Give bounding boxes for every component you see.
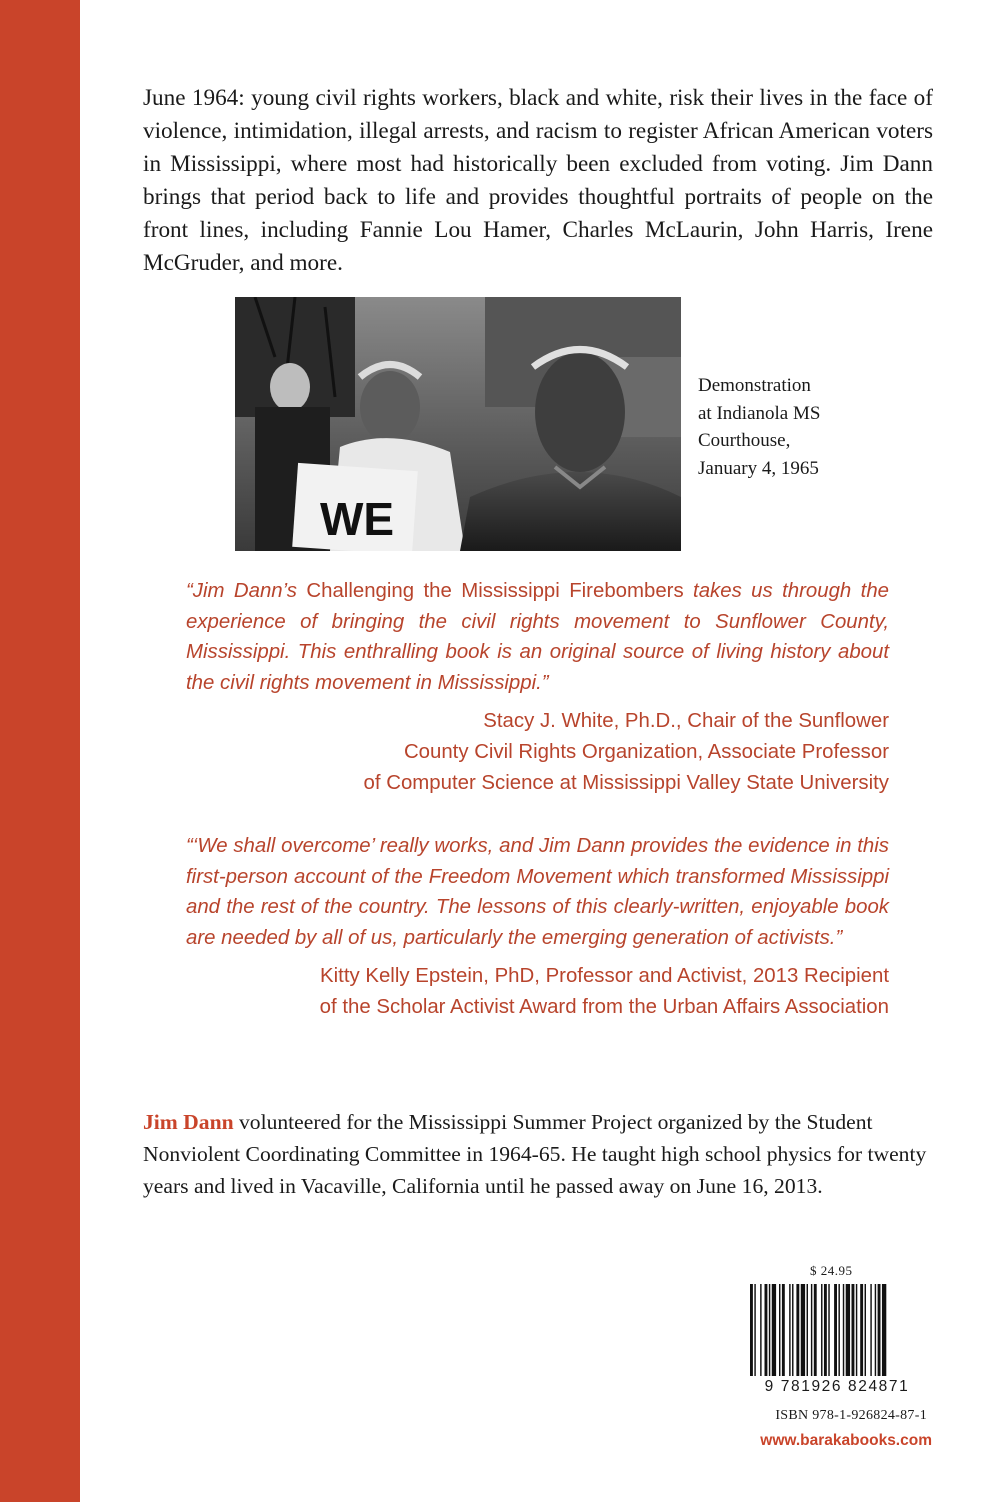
barcode-bar (789, 1284, 790, 1376)
barcode-digits: 9 781926 824871 (764, 1378, 910, 1395)
barcode-bar (838, 1284, 839, 1376)
barcode-bar (792, 1284, 793, 1376)
attribution-line: Kitty Kelly Epstein, PhD, Professor and Activist, 2013 Recipient (320, 965, 889, 987)
photo-caption (698, 372, 898, 482)
barcode-bar (882, 1284, 886, 1376)
barcode-bar (843, 1284, 844, 1376)
quote-attribution (186, 706, 889, 799)
caption-line: Demonstration (698, 375, 811, 396)
barcode-bar (870, 1284, 871, 1376)
quote-attribution (186, 961, 889, 1023)
barcode-bar (824, 1284, 827, 1376)
spine-color-band (0, 0, 80, 1502)
attribution-line: of the Scholar Activist Award from the Urban Affairs Association (319, 996, 889, 1018)
barcode-bar (796, 1284, 799, 1376)
attribution-line: of Computer Science at Mississippi Valley State University (363, 772, 889, 794)
author-name: Jim Dann (143, 1110, 234, 1134)
barcode-bar (828, 1284, 829, 1376)
barcode-bar (754, 1284, 755, 1376)
barcode-bar (769, 1284, 770, 1376)
attribution-line: Stacy J. White, Ph.D., Chair of the Sunflower (483, 710, 889, 732)
endorsement-quote-1 (186, 576, 889, 799)
demonstration-photo (235, 297, 681, 551)
attribution-line: County Civil Rights Organization, Associate Professor (403, 741, 889, 763)
barcode-bar (782, 1284, 785, 1376)
isbn-barcode (746, 1282, 928, 1400)
barcode-bar (834, 1284, 837, 1376)
bio-text: volunteered for the Mississippi Summer Project organized by the Student Nonviolent Coordinating Committee in 1964-65. He taught high school physics for twenty years and lived in Vacaville, California until he passed away on June 16, 2013. (143, 1110, 927, 1198)
caption-line: January 4, 1965 (698, 457, 819, 479)
caption-line: Courthouse, (698, 430, 791, 451)
quote-rest: takes us through the experience of bringing the civil rights movement to Sunflower County, Mississippi. This enthralling book is an original source of living history about the civil rights movement in Mississippi.” (186, 580, 890, 694)
barcode-bar (807, 1284, 808, 1376)
barcode-bar (856, 1284, 857, 1376)
sign-text: WE (320, 493, 395, 545)
barcode-bar (852, 1284, 855, 1376)
quote-open: “Jim Dann’s (186, 580, 307, 602)
publisher-website: www.barakabooks.com (760, 1432, 932, 1449)
endorsement-quote-2 (186, 831, 889, 1023)
isbn-text: ISBN 978-1-926824-87-1 (775, 1408, 927, 1423)
barcode-bar (765, 1284, 768, 1376)
barcode-bar (814, 1284, 817, 1376)
quote-text: “‘We shall overcome’ really works, and Jim Dann provides the evidence in this first-person account of the Freedom Movement which transformed Mississippi and the rest of the country. The lessons of this clearly-written, enjoyable book are needed by all of us, particularly the emerging generation of activists.” (186, 835, 889, 949)
barcode-bar (811, 1284, 812, 1376)
barcode-bar (750, 1284, 753, 1376)
barcode-bar (865, 1284, 866, 1376)
caption-line: at Indianola MS (698, 402, 821, 424)
barcode-bar (801, 1284, 805, 1376)
author-bio (143, 1106, 933, 1202)
barcode-bar (846, 1284, 850, 1376)
barcode-bar (779, 1284, 780, 1376)
quote-text (186, 576, 889, 698)
barcode-bar (860, 1284, 863, 1376)
barcode-bar (821, 1284, 822, 1376)
price-label: $ 24.95 (810, 1263, 853, 1278)
book-title: Challenging the Mississippi Firebombers (306, 580, 684, 602)
barcode-bar (875, 1284, 876, 1376)
barcode-bar (878, 1284, 881, 1376)
barcode-bar (772, 1284, 776, 1376)
barcode-bar (760, 1284, 761, 1376)
intro-paragraph: June 1964: young civil rights workers, black and white, risk their lives in the face of violence, intimidation, illegal arrests, and racism to register African American voters in Mississippi, where most had historically been excluded from voting. Jim Dann brings that period back to life and provides thoughtful portraits of people on the front lines, including Fannie Lou Hamer, Charles McLaurin, John Harris, Irene McGruder, and more. (143, 85, 933, 276)
